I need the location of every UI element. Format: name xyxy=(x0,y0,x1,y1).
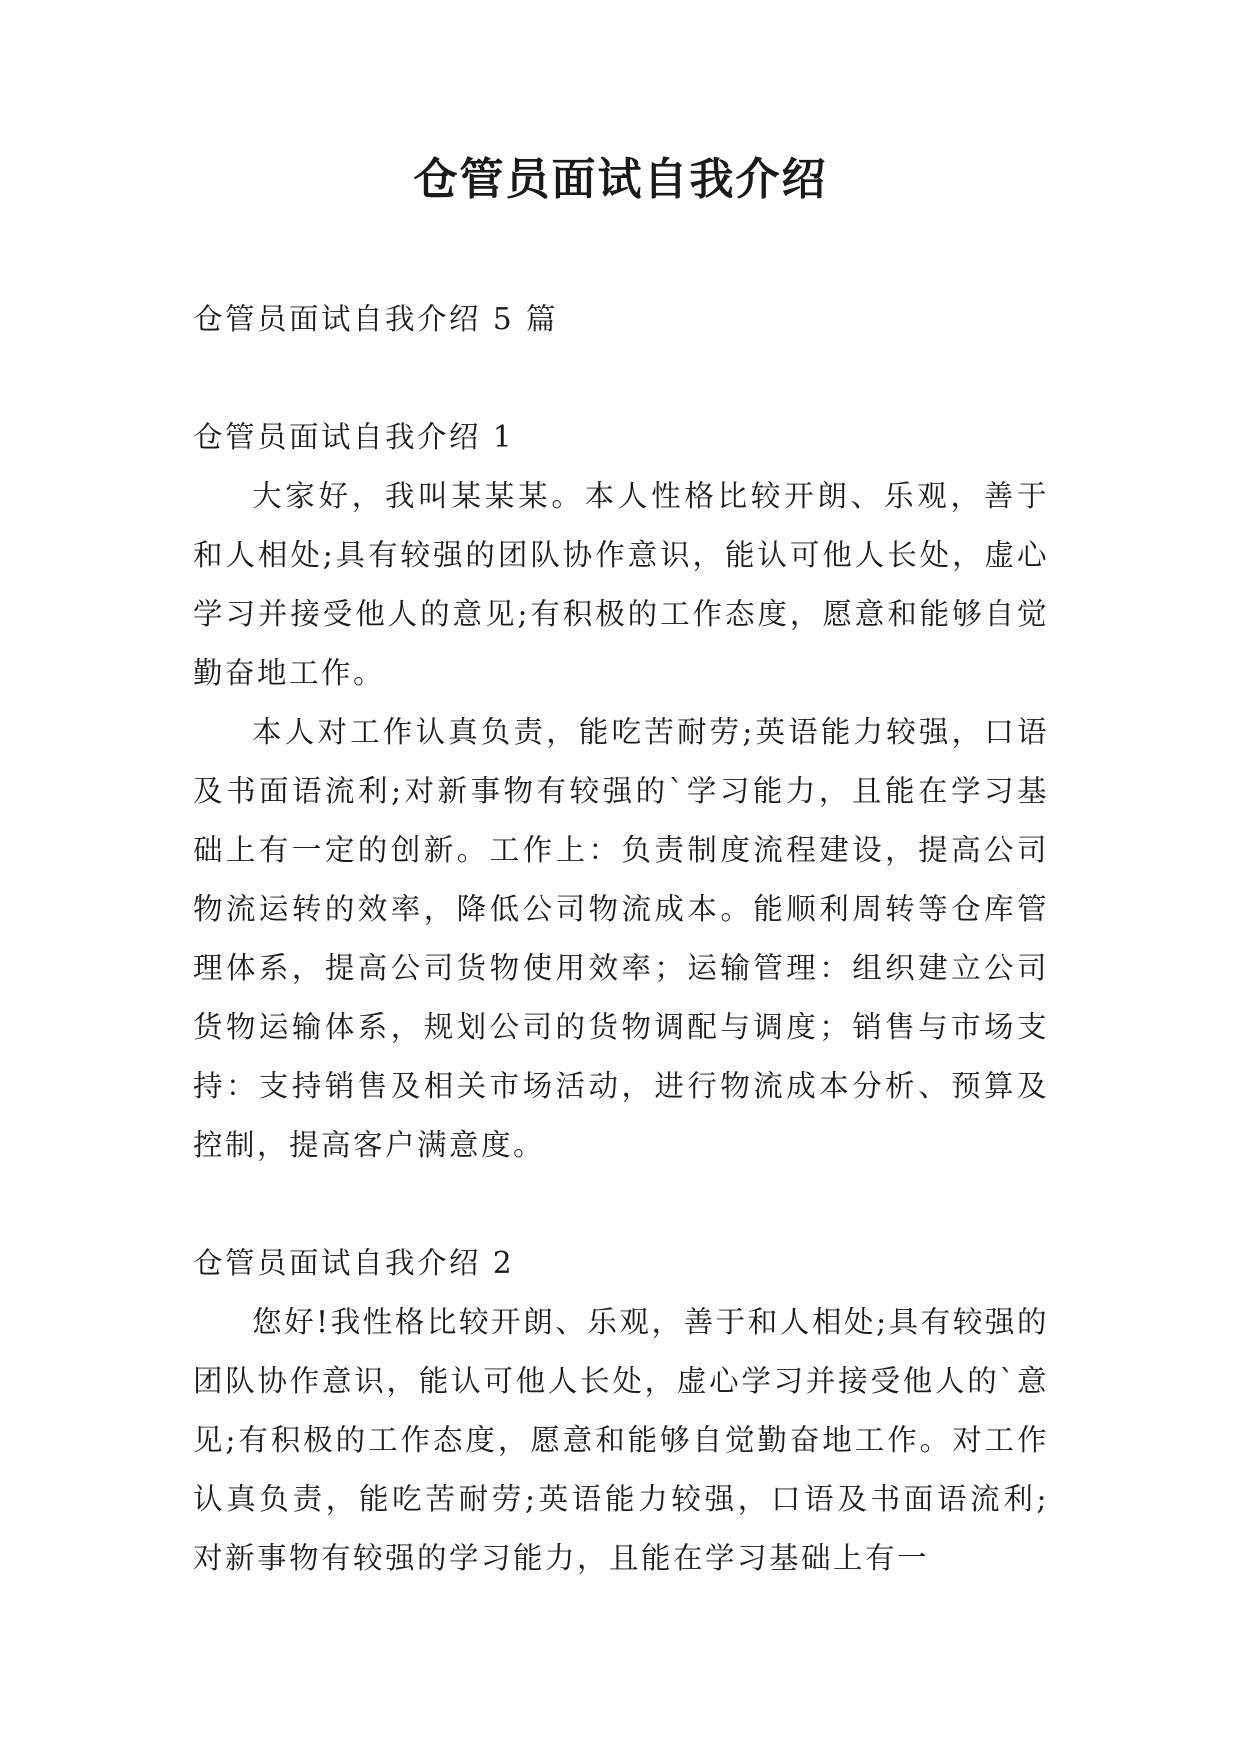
section-paragraph: 本人对工作认真负责，能吃苦耐劳;英语能力较强，口语及书面语流利;对新事物有较强的`学习能力，且能在学习基础上有一定的创新。工作上：负责制度流程建设，提高公司物流运转的效率，降低公司物流成本。能顺利周转等仓库管理体系，提高公司货物使用效率；运输管理：组织建立公司货物运输体系，规划公司的货物调配与调度；销售与市场支持：支持销售及相关市场活动，进行物流成本分析、预算及控制，提高客户满意度。 xyxy=(193,715,1049,1162)
section-paragraph: 大家好，我叫某某某。本人性格比较开朗、乐观，善于和人相处;具有较强的团队协作意识，能认可他人长处，虚心学习并接受他人的意见;有积极的工作态度，愿意和能够自觉勤奋地工作。 xyxy=(193,479,1049,690)
document-title: 仓管员面试自我介绍 xyxy=(413,154,828,205)
document-body xyxy=(193,290,1049,1588)
section-paragraph: 您好!我性格比较开朗、乐观，善于和人相处;具有较强的团队协作意识，能认可他人长处，虚心学习并接受他人的`意见;有积极的工作态度，愿意和能够自觉勤奋地工作。对工作认真负责，能吃苦耐劳;英语能力较强，口语及书面语流利;对新事物有较强的学习能力，且能在学习基础上有一 xyxy=(193,1305,1049,1575)
section-heading: 仓管员面试自我介绍 2 xyxy=(193,1246,515,1280)
section-1 xyxy=(193,408,1049,1175)
section-heading: 仓管员面试自我介绍 1 xyxy=(193,420,515,454)
document-subtitle: 仓管员面试自我介绍 5 篇 xyxy=(193,302,559,336)
section-2 xyxy=(193,1234,1049,1588)
